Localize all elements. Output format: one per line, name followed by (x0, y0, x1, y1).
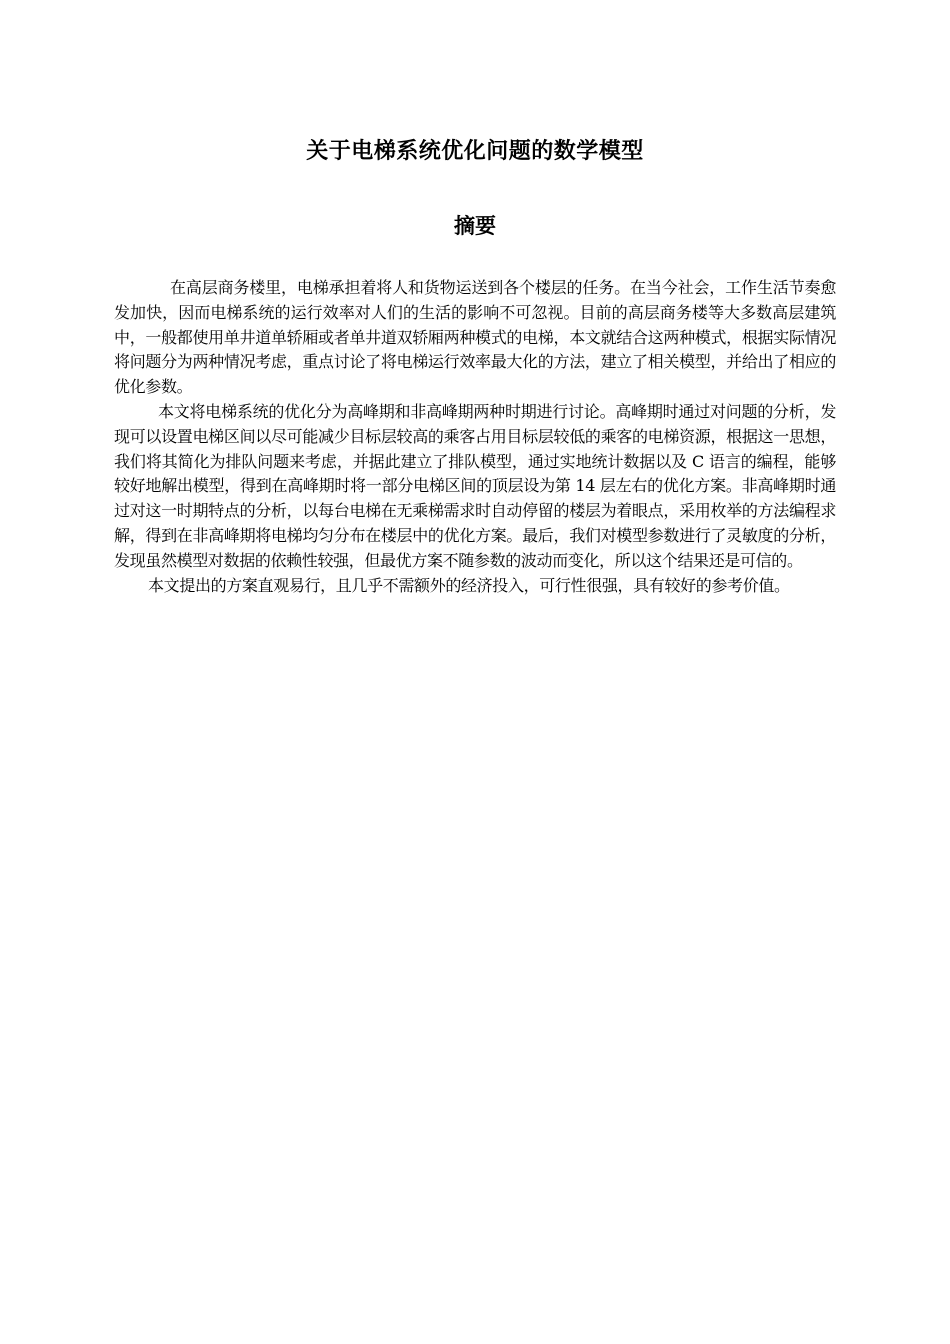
abstract-paragraph-2: 本文将电梯系统的优化分为高峰期和非高峰期两种时期进行讨论。高峰期时通过对问题的分析，发现可以设置电梯区间以尽可能减少目标层较高的乘客占用目标层较低的乘客的电梯资源，根据这一思想，我们将其简化为排队问题来考虑，并据此建立了排队模型，通过实地统计数据以及 C 语言的编程，能够较好地解出模型，得到在高峰期时将一部分电梯区间的顶层设为第 14 层左右的优化方案。非高峰期时通过对这一时期特点的分析，以每台电梯在无乘梯需求时自动停留的楼层为着眼点，采用枚举的方法编程求解，得到在非高峰期将电梯均匀分布在楼层中的优化方案。最后，我们对模型参数进行了灵敏度的分析，发现虽然模型对数据的依赖性较强，但最优方案不随参数的波动而变化，所以这个结果还是可信的。 (114, 401, 836, 570)
abstract-body (114, 276, 836, 598)
abstract-paragraph-1: 在高层商务楼里，电梯承担着将人和货物运送到各个楼层的任务。在当今社会，工作生活节奏愈发加快，因而电梯系统的运行效率对人们的生活的影响不可忽视。目前的高层商务楼等大多数高层建筑中，一般都使用单井道单轿厢或者单井道双轿厢两种模式的电梯，本文就结合这两种模式，根据实际情况将问题分为两种情况考虑，重点讨论了将电梯运行效率最大化的方法，建立了相关模型，并给出了相应的优化参数。 (114, 278, 836, 397)
document-title: 关于电梯系统优化问题的数学模型 (306, 139, 644, 164)
abstract-paragraph-3: 本文提出的方案直观易行，且几乎不需额外的经济投入，可行性很强，具有较好的参考价值。 (148, 575, 790, 595)
abstract-heading: 摘要 (454, 214, 496, 238)
